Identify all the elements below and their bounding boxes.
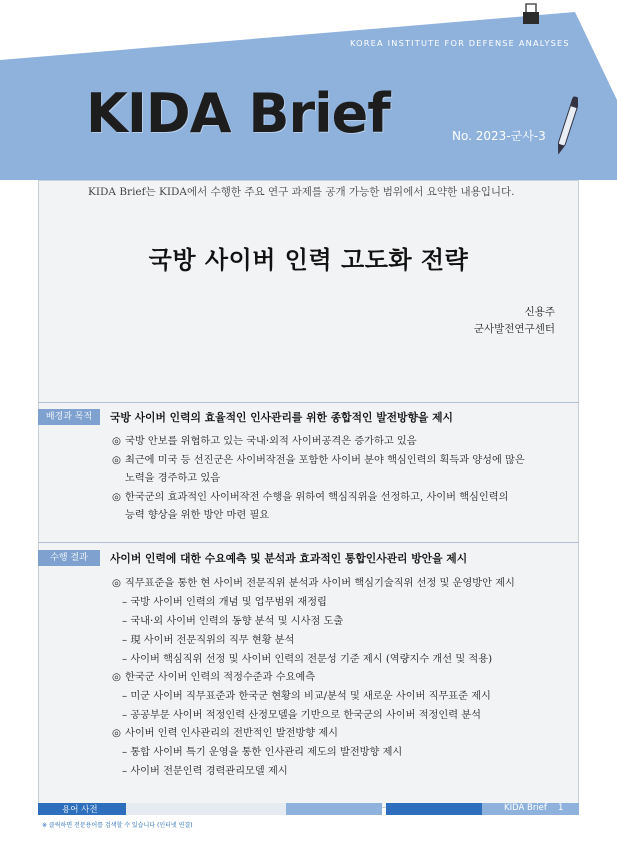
sub-item: – 통합 사이버 특기 운영을 통한 인사관리 제도의 발전방향 제시 [122, 747, 403, 758]
sub-item: – 국방 사이버 인력의 개념 및 업무범위 재정립 [122, 597, 327, 608]
section-heading-results: 사이버 인력에 대한 수요예측 및 분석과 효과적인 통합인사관리 방안을 제시 [110, 552, 468, 565]
pen-icon [556, 92, 578, 160]
author-name: 신용주 [524, 306, 555, 318]
list-item-continuation: 능력 향상을 위한 방안 마련 필요 [125, 510, 270, 521]
author-affiliation: 군사발전연구센터 [473, 323, 555, 335]
list-item-continuation: 노력을 경주하고 있음 [125, 473, 221, 484]
section-label-results: 수행 결과 [38, 550, 100, 566]
glossary-button[interactable] [38, 803, 126, 815]
list-item: ◎ 직무표준을 통한 현 사이버 전문직위 분석과 사이버 핵심기술직위 선정 및 운영방안 제시 [112, 578, 515, 589]
sub-item: – 사이버 핵심직위 선정 및 사이버 인력의 전문성 기준 제시 (역량지수 개선 및 적용) [122, 654, 493, 665]
list-item: ◎ 한국군의 효과적인 사이버작전 수행을 위하여 핵심직위을 선정하고, 사이버 핵심인력의 [112, 492, 509, 503]
page-indicator [482, 803, 579, 815]
footer-note: ※ 클릭하면 전문용어를 검색할 수 있습니다 (인터넷 연결) [42, 822, 193, 829]
list-item: ◎ 최근에 미국 등 선진군은 사이버작전을 포함한 사이버 분야 핵심인력의 획득과 양성에 많은 [112, 455, 525, 466]
list-item: ◎ 국방 안보를 위협하고 있는 국내·외적 사이버공격은 증가하고 있음 [112, 436, 417, 447]
sub-item: – 사이버 전문인력 경력관리모델 제시 [122, 766, 288, 777]
page-label: KIDA Brief [504, 803, 547, 813]
institute-name: KOREA INSTITUTE FOR DEFENSE ANALYSES [350, 38, 570, 48]
page-number: 1 [558, 803, 564, 813]
list-item: ◎ 한국군 사이버 인력의 적정수준과 수요예측 [112, 672, 316, 683]
list-item: ◎ 사이버 인력 인사관리의 전반적인 발전방향 제시 [112, 728, 339, 739]
section-label-background: 배경과 목적 [38, 409, 100, 425]
author-block [474, 304, 555, 338]
brand-title: KIDA Brief [86, 82, 390, 145]
binder-clip-icon [520, 2, 542, 26]
bullet-icon: ◎ [112, 455, 121, 466]
bullet-icon: ◎ [112, 578, 121, 589]
sub-item: – 現 사이버 전문직위의 직무 현황 분석 [122, 635, 295, 646]
sub-item: – 미군 사이버 직무표준과 한국군 현황의 비교/분석 및 새로운 사이버 직무표준 제시 [122, 691, 491, 702]
footer-spacer [126, 803, 286, 815]
bullet-icon: ◎ [112, 436, 121, 447]
sub-item: – 국내·외 사이버 인력의 동향 분석 및 시사점 도출 [122, 616, 344, 627]
footer-segment [386, 803, 482, 815]
intro-text: KIDA Brief는 KIDA에서 수행한 주요 연구 과제를 공개 가능한 범위에서 요약한 내용입니다. [88, 186, 515, 198]
glossary-label: 용어 사전 [62, 805, 98, 815]
section-heading-background: 국방 사이버 인력의 효율적인 인사관리를 위한 종합적인 발전방향을 제시 [110, 411, 453, 424]
issue-number: No. 2023-군사-3 [452, 129, 546, 143]
section-divider [38, 402, 579, 403]
sub-item: – 공공부문 사이버 적정인력 산정모델을 기반으로 한국군의 사이버 적정인력 분석 [122, 710, 481, 721]
footer-segment [286, 803, 382, 815]
page-title: 국방 사이버 인력 고도화 전략 [148, 246, 469, 274]
bullet-icon: ◎ [112, 492, 121, 503]
bullet-icon: ◎ [112, 672, 121, 683]
section-divider [38, 542, 579, 543]
bullet-icon: ◎ [112, 728, 121, 739]
